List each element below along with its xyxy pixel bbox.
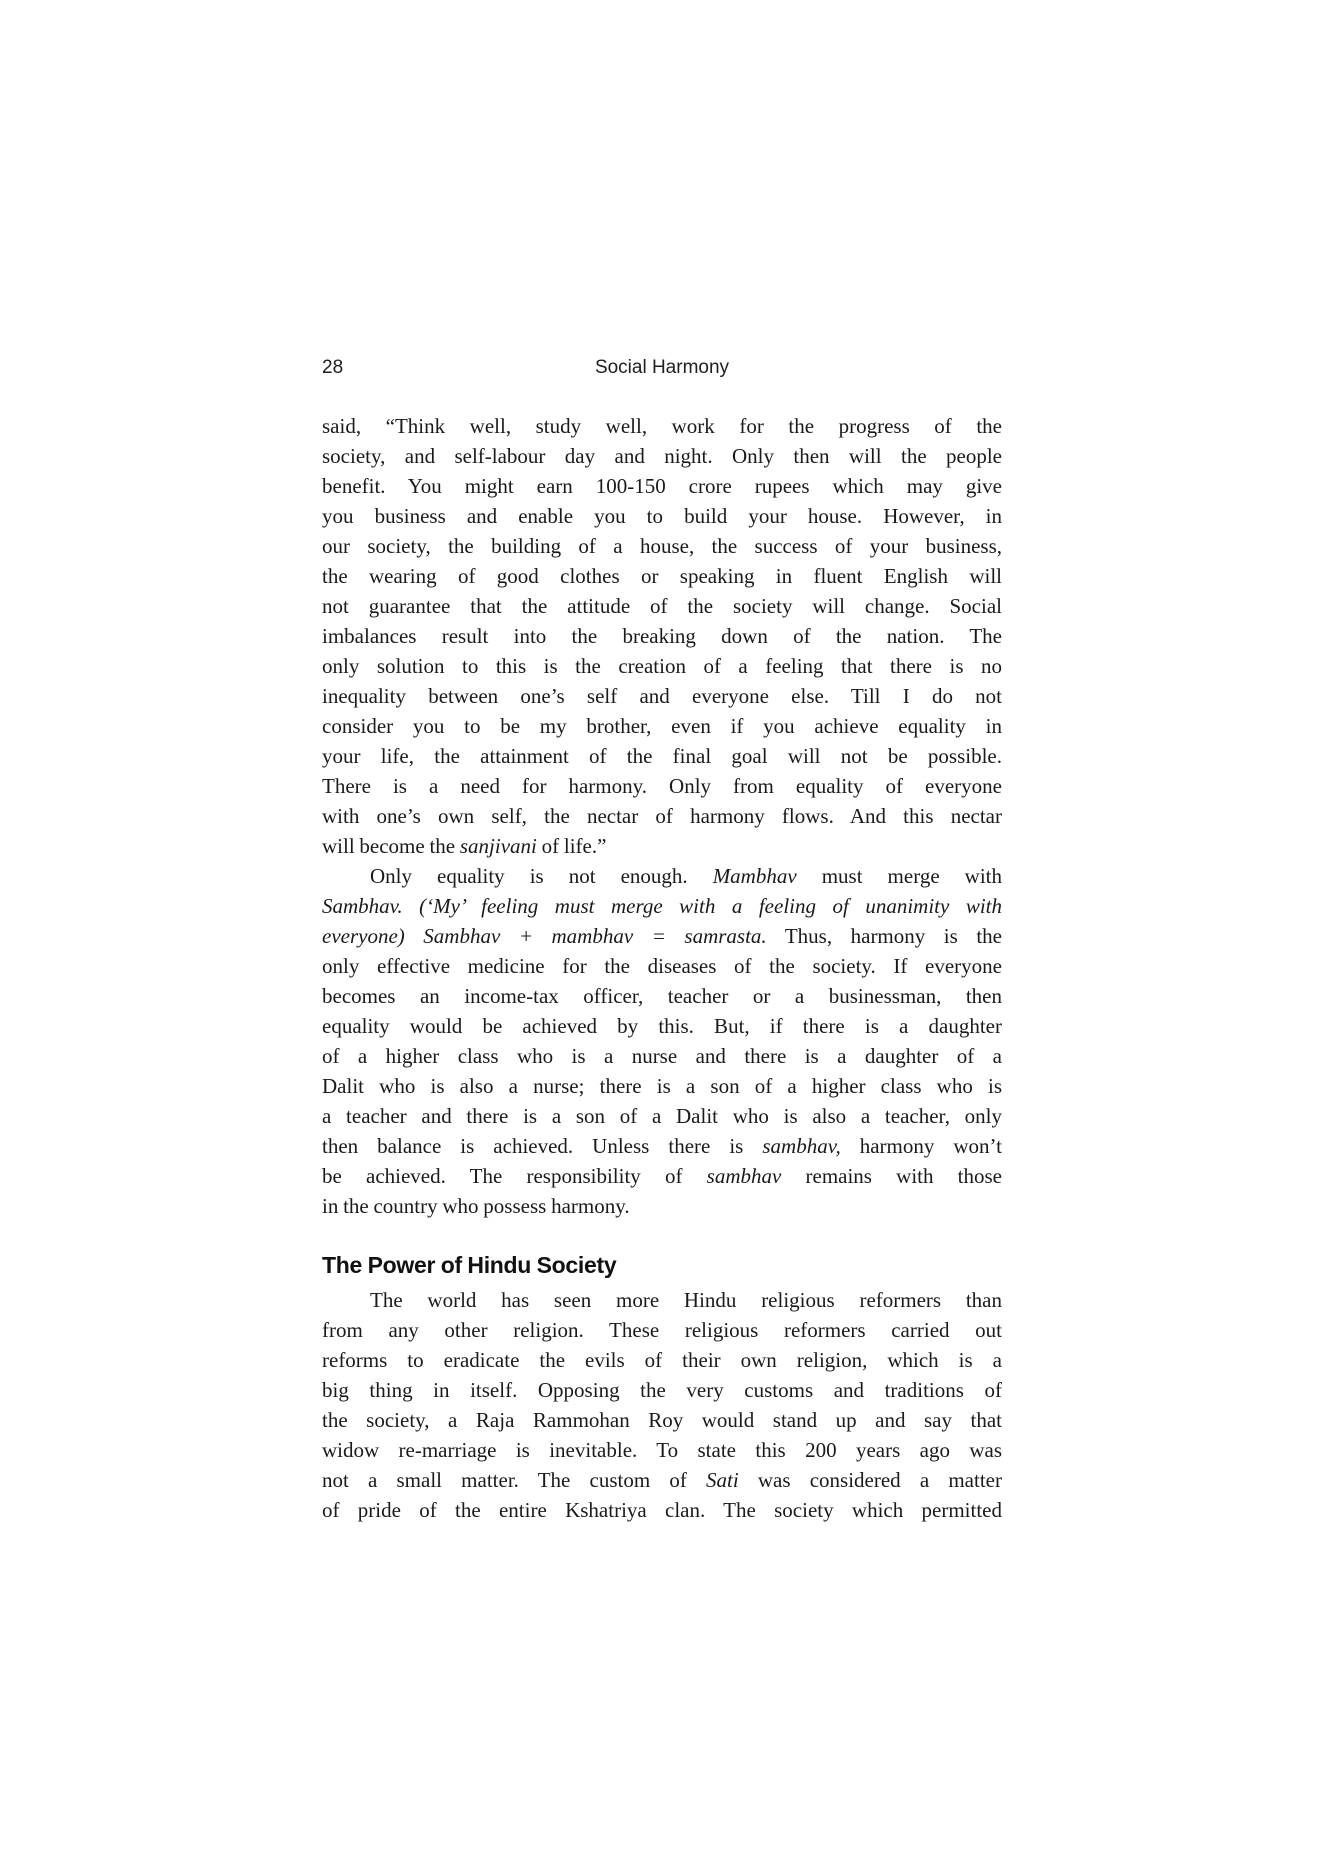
text-line: in the country who possess harmony. bbox=[322, 1194, 630, 1218]
text-line: big thing in itself. Opposing the very customs and traditions of bbox=[322, 1378, 1002, 1402]
text-line: imbalances result into the breaking down of the nation. The bbox=[322, 624, 1002, 648]
paragraph bbox=[322, 411, 1002, 861]
body-text bbox=[322, 411, 1002, 1525]
text-line: benefit. You might earn 100-150 crore rupees which may give bbox=[322, 474, 1002, 498]
text-line: Dalit who is also a nurse; there is a son of a higher class who is bbox=[322, 1074, 1002, 1098]
text-line: the wearing of good clothes or speaking in fluent English will bbox=[322, 564, 1002, 588]
section-heading: The Power of Hindu Society bbox=[322, 1252, 617, 1278]
text-line: not a small matter. The custom of Sati was considered a matter bbox=[322, 1468, 1002, 1492]
text-line: said, “Think well, study well, work for the progress of the bbox=[322, 414, 1002, 438]
text-line: reforms to eradicate the evils of their own religion, which is a bbox=[322, 1348, 1002, 1372]
text-line: a teacher and there is a son of a Dalit who is also a teacher, only bbox=[322, 1104, 1002, 1128]
text-line: not guarantee that the attitude of the society will change. Social bbox=[322, 594, 1002, 618]
text-line: Only equality is not enough. Mambhav must merge with bbox=[370, 864, 1003, 888]
text-line: inequality between one’s self and everyone else. Till I do not bbox=[322, 684, 1002, 708]
text-line: society, and self-labour day and night. Only then will the people bbox=[322, 444, 1002, 468]
text-line: will become the sanjivani of life.” bbox=[322, 834, 607, 858]
text-line: only effective medicine for the diseases of the society. If everyone bbox=[322, 954, 1002, 978]
text-line: Sambhav. (‘My’ feeling must merge with a feeling of unanimity with bbox=[322, 894, 1002, 918]
running-title: Social Harmony bbox=[594, 357, 730, 378]
text-line: only solution to this is the creation of a feeling that there is no bbox=[322, 654, 1002, 678]
text-line: be achieved. The responsibility of sambhav remains with those bbox=[322, 1164, 1002, 1188]
paragraph bbox=[322, 861, 1002, 1221]
text-line: becomes an income-tax officer, teacher or a businessman, then bbox=[322, 984, 1002, 1008]
text-line: widow re-marriage is inevitable. To state this 200 years ago was bbox=[322, 1438, 1002, 1462]
text-line: with one’s own self, the nectar of harmony flows. And this nectar bbox=[322, 804, 1002, 828]
text-line: you business and enable you to build your house. However, in bbox=[322, 504, 1002, 528]
text-line: equality would be achieved by this. But, if there is a daughter bbox=[322, 1014, 1002, 1038]
text-line: from any other religion. These religious reformers carried out bbox=[322, 1318, 1002, 1342]
text-line: the society, a Raja Rammohan Roy would stand up and say that bbox=[322, 1408, 1002, 1432]
page-number: 28 bbox=[322, 357, 344, 378]
paragraph bbox=[322, 1285, 1002, 1525]
text-line: your life, the attainment of the final goal will not be possible. bbox=[322, 744, 1002, 768]
text-line: then balance is achieved. Unless there is sambhav, harmony won’t bbox=[322, 1134, 1002, 1158]
text-line: our society, the building of a house, the success of your business, bbox=[322, 534, 1002, 558]
text-line: everyone) Sambhav + mambhav = samrasta. Thus, harmony is the bbox=[322, 924, 1002, 948]
text-line: of a higher class who is a nurse and there is a daughter of a bbox=[322, 1044, 1002, 1068]
text-line: The world has seen more Hindu religious reformers than bbox=[370, 1288, 1002, 1312]
running-header bbox=[322, 357, 1002, 381]
text-line: There is a need for harmony. Only from equality of everyone bbox=[322, 774, 1002, 798]
text-line: consider you to be my brother, even if you achieve equality in bbox=[322, 714, 1002, 738]
text-line: of pride of the entire Kshatriya clan. The society which permitted bbox=[322, 1498, 1002, 1522]
